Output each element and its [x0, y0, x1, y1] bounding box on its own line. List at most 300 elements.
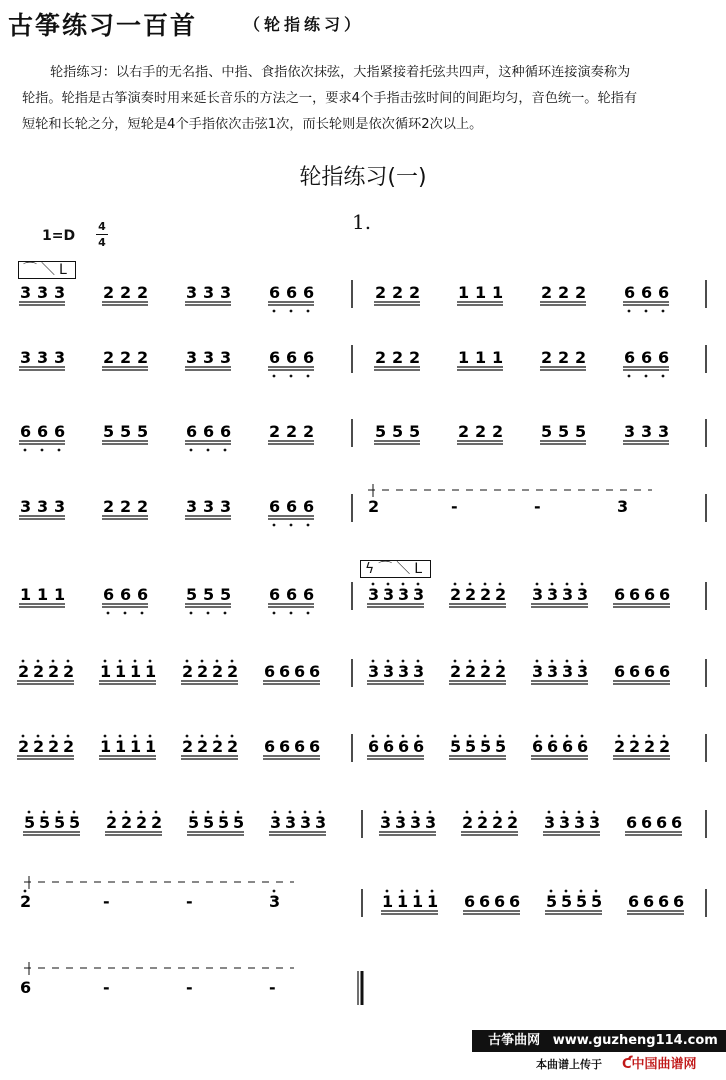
logo: [622, 1053, 697, 1072]
note: 1: [475, 283, 487, 302]
note: 2: [541, 348, 553, 367]
note: 6: [673, 892, 685, 911]
low-octave-dot: [190, 449, 193, 452]
high-octave-dot: [273, 890, 276, 893]
high-octave-dot: [417, 660, 420, 663]
note: 6: [383, 737, 395, 756]
low-octave-dot: [662, 310, 665, 313]
note: 3: [300, 813, 312, 832]
note: 2: [409, 348, 421, 367]
note: 3: [220, 348, 232, 367]
note: 6: [509, 892, 521, 911]
high-octave-dot: [633, 735, 636, 738]
high-octave-dot: [581, 583, 584, 586]
note: 5: [558, 422, 570, 441]
low-octave-dot: [307, 612, 310, 615]
note: 2: [269, 422, 281, 441]
high-octave-dot: [289, 811, 292, 814]
high-octave-dot: [581, 660, 584, 663]
low-octave-dot: [107, 612, 110, 615]
note: 2: [137, 348, 149, 367]
high-octave-dot: [384, 811, 387, 814]
note: 2: [575, 283, 587, 302]
note: 1: [115, 737, 127, 756]
high-octave-dot: [192, 811, 195, 814]
high-octave-dot: [125, 811, 128, 814]
high-octave-dot: [110, 811, 113, 814]
note: 6: [532, 737, 544, 756]
note: 3: [37, 283, 49, 302]
note: 3: [410, 813, 422, 832]
note: 5: [203, 585, 215, 604]
note: 2: [375, 348, 387, 367]
note: 2: [212, 662, 224, 681]
note: 3: [547, 585, 559, 604]
note: 6: [303, 348, 315, 367]
high-octave-dot: [402, 660, 405, 663]
note: 2: [182, 662, 194, 681]
note: 3: [562, 662, 574, 681]
note: 2: [465, 662, 477, 681]
note: 3: [54, 283, 66, 302]
logo-mark-icon: Ƈ: [622, 1057, 632, 1072]
note: 1: [492, 283, 504, 302]
note: 3: [617, 497, 629, 516]
high-octave-dot: [454, 660, 457, 663]
note: 6: [20, 978, 32, 997]
site-name: 古筝曲网: [488, 1033, 541, 1048]
note: 2: [151, 813, 163, 832]
note: 6: [464, 892, 476, 911]
high-octave-dot: [551, 583, 554, 586]
high-octave-dot: [469, 660, 472, 663]
high-octave-dot: [402, 583, 405, 586]
note: 6: [37, 422, 49, 441]
note: 6: [626, 813, 638, 832]
note: 3: [203, 348, 215, 367]
note: 6: [309, 662, 321, 681]
note: 1: [20, 585, 32, 604]
note: 2: [392, 283, 404, 302]
low-octave-dot: [628, 310, 631, 313]
note: 2: [558, 283, 570, 302]
high-octave-dot: [499, 660, 502, 663]
note: 6: [624, 283, 636, 302]
note: 6: [628, 892, 640, 911]
note: 2: [458, 422, 470, 441]
note: 3: [220, 283, 232, 302]
note: 2: [475, 422, 487, 441]
high-octave-dot: [372, 735, 375, 738]
high-octave-dot: [536, 735, 539, 738]
low-octave-dot: [290, 375, 293, 378]
note: 6: [309, 737, 321, 756]
high-octave-dot: [207, 811, 210, 814]
note: 1: [397, 892, 409, 911]
high-octave-dot: [414, 811, 417, 814]
high-octave-dot: [73, 811, 76, 814]
low-octave-dot: [662, 375, 665, 378]
note: 6: [614, 662, 626, 681]
high-octave-dot: [67, 735, 70, 738]
note: 6: [264, 737, 276, 756]
note: 6: [368, 737, 380, 756]
low-octave-dot: [124, 612, 127, 615]
note: 5: [541, 422, 553, 441]
note: 1: [412, 892, 424, 911]
note: 2: [368, 497, 380, 516]
high-octave-dot: [216, 735, 219, 738]
note: 2: [197, 662, 209, 681]
high-octave-dot: [104, 660, 107, 663]
high-octave-dot: [566, 660, 569, 663]
high-octave-dot: [565, 890, 568, 893]
high-octave-dot: [550, 890, 553, 893]
note: 3: [368, 585, 380, 604]
high-octave-dot: [618, 735, 621, 738]
note: 3: [425, 813, 437, 832]
note: 2: [227, 662, 239, 681]
note: 2: [450, 585, 462, 604]
note: 1: [427, 892, 439, 911]
note: 6: [641, 813, 653, 832]
note: 2: [375, 283, 387, 302]
note: 3: [532, 662, 544, 681]
note: 2: [106, 813, 118, 832]
note: 6: [269, 497, 281, 516]
note: -: [451, 497, 458, 516]
note: 5: [203, 813, 215, 832]
note: 5: [546, 892, 558, 911]
note: 5: [392, 422, 404, 441]
note: 6: [303, 497, 315, 516]
note: 5: [39, 813, 51, 832]
high-octave-dot: [496, 811, 499, 814]
high-octave-dot: [566, 583, 569, 586]
note: 2: [197, 737, 209, 756]
note: 2: [212, 737, 224, 756]
high-octave-dot: [417, 735, 420, 738]
note: 2: [18, 662, 30, 681]
note: 2: [659, 737, 671, 756]
high-octave-dot: [484, 735, 487, 738]
note: 3: [413, 585, 425, 604]
note: 2: [120, 348, 132, 367]
note: 3: [413, 662, 425, 681]
note: 5: [24, 813, 36, 832]
note: 5: [465, 737, 477, 756]
note: 5: [480, 737, 492, 756]
note: 6: [303, 283, 315, 302]
note: 6: [644, 662, 656, 681]
high-octave-dot: [595, 890, 598, 893]
low-octave-dot: [207, 449, 210, 452]
note: 3: [20, 348, 32, 367]
note: 5: [220, 585, 232, 604]
high-octave-dot: [663, 735, 666, 738]
fingering-sign: ϟ⌒＼L: [360, 560, 431, 578]
note: 6: [203, 422, 215, 441]
high-octave-dot: [22, 735, 25, 738]
high-octave-dot: [386, 890, 389, 893]
note: 5: [561, 892, 573, 911]
section-title: 轮指练习(一): [299, 165, 427, 190]
high-octave-dot: [387, 735, 390, 738]
note: 6: [279, 737, 291, 756]
note: 2: [48, 662, 60, 681]
note: 3: [547, 662, 559, 681]
high-octave-dot: [551, 735, 554, 738]
low-octave-dot: [307, 310, 310, 313]
low-octave-dot: [273, 310, 276, 313]
high-octave-dot: [186, 735, 189, 738]
note: 5: [218, 813, 230, 832]
high-octave-dot: [52, 735, 55, 738]
note: 1: [458, 348, 470, 367]
high-octave-dot: [484, 660, 487, 663]
low-octave-dot: [190, 612, 193, 615]
note: 5: [233, 813, 245, 832]
high-octave-dot: [149, 735, 152, 738]
note: 6: [641, 348, 653, 367]
note: 1: [492, 348, 504, 367]
note: 3: [658, 422, 670, 441]
low-octave-dot: [141, 612, 144, 615]
note: 2: [48, 737, 60, 756]
note: 1: [145, 662, 157, 681]
note: 2: [120, 497, 132, 516]
note: 2: [495, 662, 507, 681]
note: 6: [20, 422, 32, 441]
note: 1: [130, 662, 142, 681]
note: 6: [269, 348, 281, 367]
note: 6: [286, 497, 298, 516]
note: 2: [558, 348, 570, 367]
high-octave-dot: [416, 890, 419, 893]
note: 2: [492, 813, 504, 832]
low-octave-dot: [273, 524, 276, 527]
note: 2: [63, 662, 75, 681]
note: 6: [413, 737, 425, 756]
note: 2: [18, 737, 30, 756]
site-url[interactable]: www.guzheng114.com: [552, 1033, 718, 1048]
note: 1: [382, 892, 394, 911]
high-octave-dot: [304, 811, 307, 814]
high-octave-dot: [484, 583, 487, 586]
high-octave-dot: [387, 660, 390, 663]
high-octave-dot: [387, 583, 390, 586]
note: 1: [100, 737, 112, 756]
note: -: [186, 892, 193, 911]
high-octave-dot: [22, 660, 25, 663]
high-octave-dot: [429, 811, 432, 814]
page-title: 古筝练习一百首: [8, 11, 198, 40]
high-octave-dot: [593, 811, 596, 814]
note: 2: [63, 737, 75, 756]
high-octave-dot: [454, 583, 457, 586]
note: 3: [574, 813, 586, 832]
high-octave-dot: [481, 811, 484, 814]
intro-line: 轮指练习：以右手的无名指、中指、食指依次抹弦，大指紧接着托弦共四声，这种循环连接演奏称为: [50, 65, 631, 80]
low-octave-dot: [24, 449, 27, 452]
high-octave-dot: [548, 811, 551, 814]
note: 1: [100, 662, 112, 681]
note: 3: [624, 422, 636, 441]
intro-line: 短轮和长轮之分，短轮是4个手指依次击弦1次，而长轮则是依次循环2次以上。: [22, 117, 483, 132]
note: 2: [462, 813, 474, 832]
high-octave-dot: [24, 890, 27, 893]
high-octave-dot: [581, 735, 584, 738]
high-octave-dot: [551, 660, 554, 663]
high-octave-dot: [536, 583, 539, 586]
note: -: [103, 978, 110, 997]
high-octave-dot: [37, 735, 40, 738]
note: 2: [33, 662, 45, 681]
high-octave-dot: [140, 811, 143, 814]
high-octave-dot: [274, 811, 277, 814]
note: 3: [532, 585, 544, 604]
note: 6: [659, 585, 671, 604]
high-octave-dot: [149, 660, 152, 663]
note: 2: [20, 892, 32, 911]
note: 6: [286, 585, 298, 604]
uploaded-note: 本曲谱上传于: [536, 1058, 602, 1071]
high-octave-dot: [372, 660, 375, 663]
note: 5: [375, 422, 387, 441]
high-octave-dot: [648, 735, 651, 738]
note: 3: [562, 585, 574, 604]
note: 5: [137, 422, 149, 441]
note: 2: [507, 813, 519, 832]
high-octave-dot: [222, 811, 225, 814]
high-octave-dot: [104, 735, 107, 738]
note: 3: [186, 497, 198, 516]
note: 6: [269, 585, 281, 604]
note: 2: [103, 283, 115, 302]
note: 2: [480, 585, 492, 604]
note: 6: [641, 283, 653, 302]
low-octave-dot: [290, 524, 293, 527]
high-octave-dot: [399, 811, 402, 814]
high-octave-dot: [466, 811, 469, 814]
note: 2: [575, 348, 587, 367]
high-octave-dot: [319, 811, 322, 814]
note: 2: [392, 348, 404, 367]
low-octave-dot: [58, 449, 61, 452]
footer-banner: [472, 1030, 726, 1052]
note: 1: [37, 585, 49, 604]
high-octave-dot: [417, 583, 420, 586]
high-octave-dot: [580, 890, 583, 893]
note: 6: [398, 737, 410, 756]
note: 2: [120, 283, 132, 302]
low-octave-dot: [41, 449, 44, 452]
exercise-number: 1.: [352, 210, 372, 234]
high-octave-dot: [231, 735, 234, 738]
note: 6: [614, 585, 626, 604]
note: -: [269, 978, 276, 997]
note: 3: [285, 813, 297, 832]
high-octave-dot: [231, 660, 234, 663]
high-octave-dot: [201, 735, 204, 738]
high-octave-dot: [454, 735, 457, 738]
note: 2: [465, 585, 477, 604]
note: 6: [120, 585, 132, 604]
high-octave-dot: [536, 660, 539, 663]
note: 2: [477, 813, 489, 832]
high-octave-dot: [216, 660, 219, 663]
note: 6: [644, 585, 656, 604]
note: 3: [315, 813, 327, 832]
time-signature-bottom: 4: [98, 236, 106, 249]
note: 5: [188, 813, 200, 832]
note: 6: [629, 585, 641, 604]
note: 6: [479, 892, 491, 911]
note: 6: [624, 348, 636, 367]
note: 6: [658, 283, 670, 302]
note: 1: [458, 283, 470, 302]
high-octave-dot: [372, 583, 375, 586]
note: 3: [37, 497, 49, 516]
note: 3: [20, 283, 32, 302]
note: 2: [136, 813, 148, 832]
logo-text: 中国曲谱网: [631, 1057, 697, 1072]
note: 6: [103, 585, 115, 604]
note: 3: [589, 813, 601, 832]
note: 1: [54, 585, 66, 604]
note: 3: [395, 813, 407, 832]
note: 3: [186, 283, 198, 302]
note: 6: [494, 892, 506, 911]
high-octave-dot: [578, 811, 581, 814]
note: 5: [591, 892, 603, 911]
note: 6: [671, 813, 683, 832]
note: 6: [269, 283, 281, 302]
note: 3: [398, 662, 410, 681]
note: 3: [269, 892, 281, 911]
note: 3: [398, 585, 410, 604]
low-octave-dot: [307, 524, 310, 527]
high-octave-dot: [469, 583, 472, 586]
note: 5: [575, 422, 587, 441]
note: 6: [562, 737, 574, 756]
note: 3: [380, 813, 392, 832]
note: 3: [577, 662, 589, 681]
high-octave-dot: [201, 660, 204, 663]
high-octave-dot: [563, 811, 566, 814]
low-octave-dot: [224, 612, 227, 615]
note: 2: [492, 422, 504, 441]
note: 6: [264, 662, 276, 681]
note: 5: [54, 813, 66, 832]
note: -: [186, 978, 193, 997]
note: 6: [577, 737, 589, 756]
note: 6: [294, 662, 306, 681]
high-octave-dot: [566, 735, 569, 738]
note: 6: [643, 892, 655, 911]
note: 6: [658, 892, 670, 911]
note: 6: [186, 422, 198, 441]
intro-line: 轮指。轮指是古筝演奏时用来延长音乐的方法之一，要求4个手指击弦时间的间距均匀，音色统一。轮指有: [22, 91, 638, 106]
note: 3: [383, 585, 395, 604]
note: 2: [182, 737, 194, 756]
note: 2: [303, 422, 315, 441]
note: 3: [220, 497, 232, 516]
high-octave-dot: [237, 811, 240, 814]
note: 2: [541, 283, 553, 302]
note: 5: [450, 737, 462, 756]
note: 6: [547, 737, 559, 756]
